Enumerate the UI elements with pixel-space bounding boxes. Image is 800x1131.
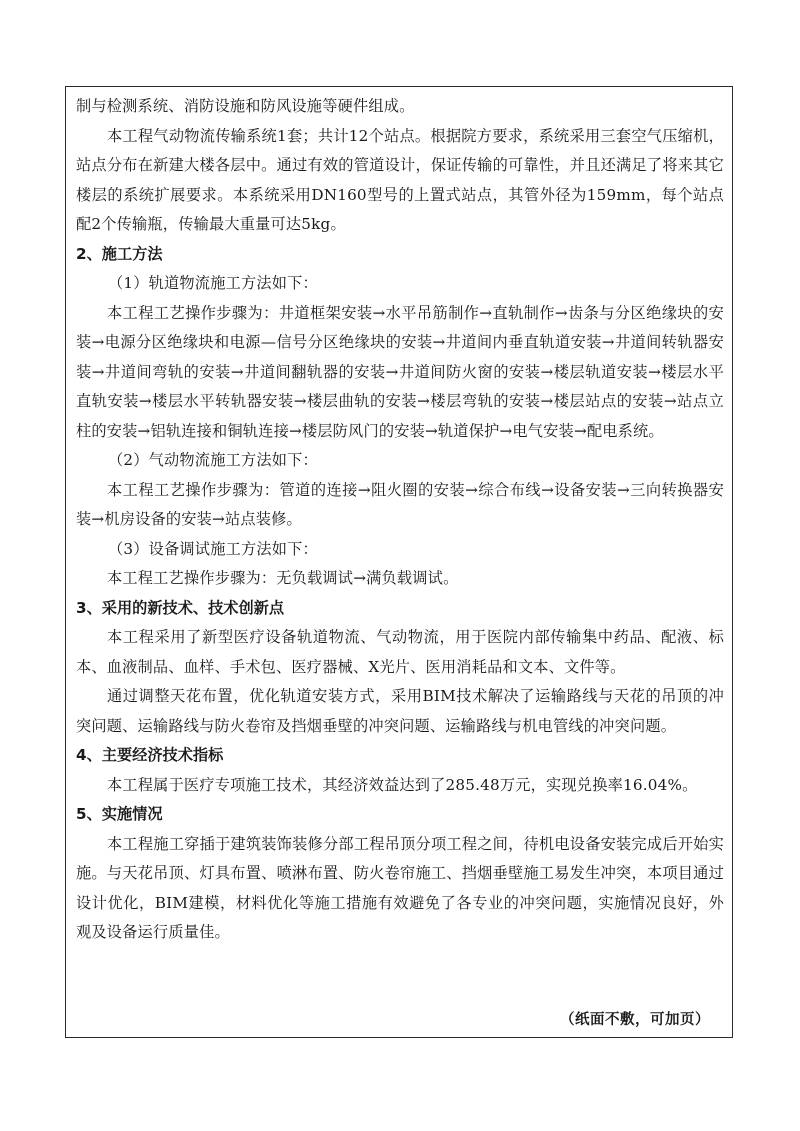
section-4-text: 本工程属于医疗专项施工技术，其经济效益达到了285.48万元，实现兑换率16.04%。 [107, 775, 698, 794]
section-3-heading: 3、采用的新技术、技术创新点 [76, 598, 285, 617]
section-2-sub1-title: （1）轨道物流施工方法如下： [108, 274, 318, 292]
document-body [76, 92, 724, 948]
section-3-text-1: 本工程采用了新型医疗设备轨道物流、气动物流，用于医院内部传输集中药品、配液、标本、血液制品、血样、手术包、医疗器械、X光片、医用消耗品和文本、文件等。 [76, 628, 724, 676]
section-2-sub3-title: （3）设备调试施工方法如下： [108, 539, 318, 558]
section-5-heading: 5、实施情况 [76, 805, 163, 823]
section-2-sub3-text: 本工程工艺操作步骤为：无负载调试→满负载调试。 [107, 569, 459, 587]
footer-note: （纸面不敷，可加页） [560, 1012, 710, 1028]
section-2-sub2-text: 本工程工艺操作步骤为：管道的连接→阻火圈的安装→综合布线→设备安装→三向转换器安装→机房设备的安装→站点装修。 [76, 480, 724, 528]
section-2-sub2-title: （2）气动物流施工方法如下： [108, 451, 318, 469]
pneumatic-system-paragraph: 本工程气动物流传输系统1套；共计12个站点。根据院方要求，系统采用三套空气压缩机，站点分布在新建大楼各层中。通过有效的管道设计，保证传输的可靠性，并且还满足了将来其它楼层的系统扩展要求。本系统采用DN160型号的上置式站点，其管外径为159mm，每个站点配2个传输瓶，传输最大重量可达5kg。 [76, 126, 724, 233]
section-2-heading: 2、施工方法 [76, 244, 163, 263]
continued-paragraph: 制与检测系统、消防设施和防风设施等硬件组成。 [76, 97, 415, 115]
section-4-heading: 4、主要经济技术指标 [76, 746, 224, 764]
section-3-text-2: 通过调整天花布置，优化轨道安装方式，采用BIM技术解决了运输路线与天花的吊顶的冲突问题、运输路线与防火卷帘及挡烟垂壁的冲突问题、运输路线与机电管线的冲突问题。 [76, 687, 724, 735]
section-5-text: 本工程施工穿插于建筑装饰装修分部工程吊顶分项工程之间，待机电设备安装完成后开始实施。与天花吊顶、灯具布置、喷淋布置、防火卷帘施工、挡烟垂壁施工易发生冲突，本项目通过设计优化，BIM建模，材料优化等施工措施有效避免了各专业的冲突问题，实施情况良好，外观及设备运行质量佳。 [76, 834, 724, 941]
section-2-sub1-text: 本工程工艺操作步骤为：井道框架安装→水平吊筋制作→直轨制作→齿条与分区绝缘块的安装→电源分区绝缘块和电源—信号分区绝缘块的安装→井道间内垂直轨道安装→井道间转轨器安装→井道间弯轨的安装→井道间翻轨器的安装→井道间防火窗的安装→楼层轨道安装→楼层水平直轨安装→楼层水平转轨器安装→楼层曲轨的安装→楼层弯轨的安装→楼层站点的安装→站点立柱的安装→铝轨连接和铜轨连接→楼层防风门的安装→轨道保护→电气安装→配电系统。 [76, 303, 724, 440]
